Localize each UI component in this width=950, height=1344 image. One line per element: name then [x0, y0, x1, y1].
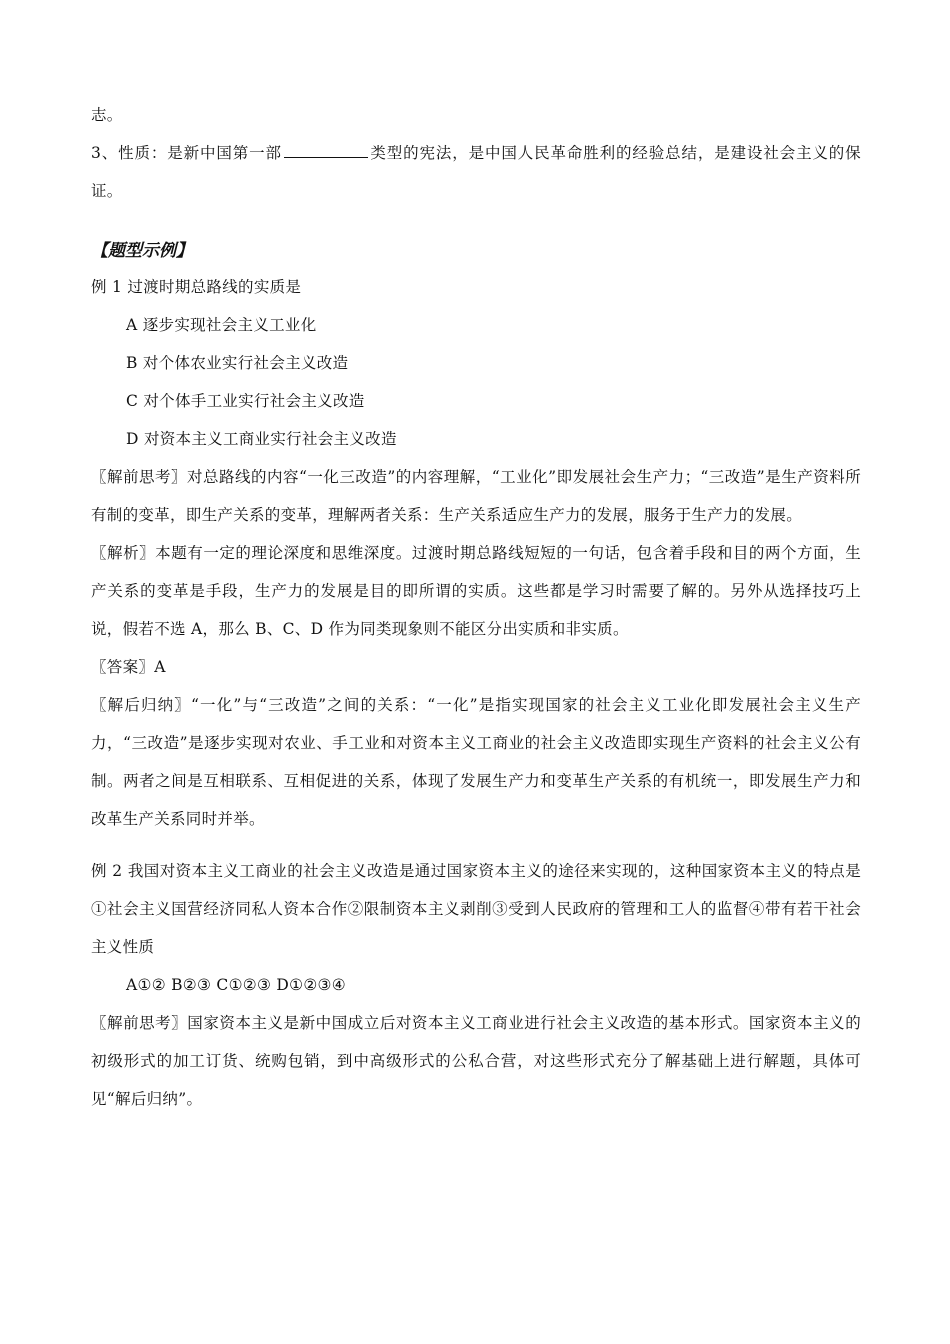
example-1-option-d: D 对资本主义工商业实行社会主义改造: [126, 430, 397, 448]
item-3-nature: [91, 134, 861, 210]
example-1-option-b: B 对个体农业实行社会主义改造: [126, 354, 349, 372]
spacer: [91, 838, 861, 852]
fill-in-blank[interactable]: [284, 143, 368, 158]
example-1-question: 例 1 过渡时期总路线的实质是: [91, 278, 302, 296]
section-title: 【题型示例】: [91, 241, 193, 261]
document-page: [91, 96, 861, 1118]
example-1-think: 〖解前思考〗对总路线的内容“一化三改造”的内容理解，“工业化”即发展社会生产力；“三改造”是生产资料所有制的变革，即生产关系的变革，理解两者关系：生产关系适应生产力的发展，服务于生产力的发展。: [91, 468, 861, 524]
item-3-after: 类型的宪法，是中国人民革命胜利的经验总结，是建设社会主义的保证。: [91, 144, 861, 200]
example-2-think: 〖解前思考〗国家资本主义是新中国成立后对资本主义工商业进行社会主义改造的基本形式。国家资本主义的初级形式的加工订货、统购包销，到中高级形式的公私合营，对这些形式充分了解基础上进行解题，具体可见“解后归纳”。: [91, 1014, 861, 1108]
example-1-answer: 〖答案〗A: [91, 658, 166, 676]
example-1-option-c: C 对个体手工业实行社会主义改造: [126, 392, 365, 410]
item-3-before: 3、性质：是新中国第一部: [91, 144, 282, 162]
example-1-analysis: 〖解析〗本题有一定的理论深度和思维深度。过渡时期总路线短短的一句话，包含着手段和目的两个方面，生产关系的变革是手段，生产力的发展是目的即所谓的实质。这些都是学习时需要了解的。另外从选择技巧上说，假若不选 A，那么 B、C、D 作为同类现象则不能区分出实质和非实质。: [91, 544, 861, 638]
example-1-option-a: A 逐步实现社会主义工业化: [126, 316, 317, 334]
example-1-summary: 〖解后归纳〗“一化”与“三改造”之间的关系：“一化”是指实现国家的社会主义工业化即发展社会主义生产力，“三改造”是逐步实现对农业、手工业和对资本主义工商业的社会主义改造即实现生产资料的社会主义公有制。两者之间是互相联系、互相促进的关系，体现了发展生产力和变革生产关系的有机统一，即发展生产力和改革生产关系同时并举。: [91, 696, 861, 828]
example-2-options: A①② B②③ C①②③ D①②③④: [126, 976, 346, 994]
line-zhi: 志。: [91, 106, 123, 124]
example-2-question: 例 2 我国对资本主义工商业的社会主义改造是通过国家资本主义的途径来实现的，这种国家资本主义的特点是①社会主义国营经济同私人资本合作②限制资本主义剥削③受到人民政府的管理和工人的监督④带有若干社会主义性质: [91, 862, 861, 956]
